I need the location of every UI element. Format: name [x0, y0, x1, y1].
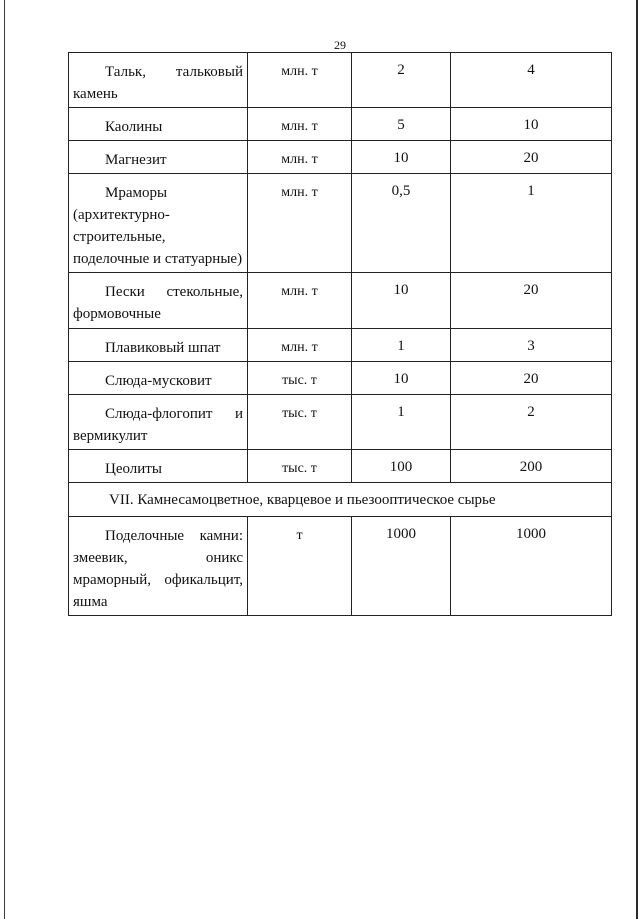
table-row	[69, 174, 612, 273]
row-unit: млн. т	[281, 152, 318, 167]
row-value-2-cell	[451, 53, 612, 108]
table-row	[69, 53, 612, 108]
row-unit: млн. т	[281, 185, 318, 200]
row-unit: млн. т	[281, 64, 318, 79]
row-unit-cell	[248, 450, 352, 483]
row-name-cell	[69, 450, 248, 483]
row-name-cell	[69, 141, 248, 174]
row-unit-cell	[248, 329, 352, 362]
row-value-1-cell	[352, 53, 451, 108]
row-value-2-cell	[451, 395, 612, 450]
row-value-1-cell	[352, 517, 451, 616]
row-value-2-cell	[451, 108, 612, 141]
row-value-2: 2	[527, 404, 535, 420]
row-unit-cell	[248, 174, 352, 273]
row-unit: тыс. т	[282, 461, 317, 476]
row-unit: млн. т	[281, 119, 318, 134]
row-unit: тыс. т	[282, 406, 317, 421]
row-name: Мраморы (архитектурно-строительные, поделочные и статуарные)	[73, 185, 243, 267]
row-value-1-cell	[352, 273, 451, 329]
row-value-2: 10	[523, 117, 539, 133]
row-value-1: 10	[393, 371, 409, 387]
table-row	[69, 273, 612, 329]
row-value-1: 1	[397, 404, 405, 420]
row-value-2: 20	[523, 371, 539, 387]
row-name: Тальк, тальковый камень	[73, 64, 243, 102]
row-value-1: 100	[389, 459, 413, 475]
row-value-2-cell	[451, 450, 612, 483]
table-row	[69, 450, 612, 483]
row-value-1: 0,5	[391, 183, 411, 199]
row-value-1: 1000	[386, 526, 416, 542]
row-value-2: 1	[527, 183, 535, 199]
row-unit-cell	[248, 273, 352, 329]
row-value-2-cell	[451, 329, 612, 362]
row-name-cell	[69, 329, 248, 362]
scan-edge-right	[636, 0, 638, 919]
row-name: Слюда-мусковит	[105, 373, 212, 389]
row-unit: млн. т	[281, 340, 318, 355]
row-name: Цеолиты	[105, 461, 162, 477]
row-value-1: 1	[397, 338, 405, 354]
row-name-cell	[69, 362, 248, 395]
section-heading-cell	[69, 483, 612, 517]
row-value-1-cell	[352, 174, 451, 273]
scan-edge-left	[4, 0, 5, 919]
row-value-2-cell	[451, 362, 612, 395]
row-name: Слюда-флогопит и вермикулит	[73, 406, 243, 444]
table-row	[69, 329, 612, 362]
row-value-2: 3	[527, 338, 535, 354]
row-name-cell	[69, 395, 248, 450]
row-value-2: 1000	[516, 526, 546, 542]
table-row	[69, 362, 612, 395]
row-name: Каолины	[105, 119, 163, 135]
row-name-cell	[69, 174, 248, 273]
page-number: 29	[334, 38, 346, 52]
table-row	[69, 395, 612, 450]
row-value-1: 10	[393, 150, 409, 166]
row-value-1-cell	[352, 450, 451, 483]
row-value-2: 200	[519, 459, 543, 475]
row-value-2: 20	[523, 282, 539, 298]
section-heading: VII. Камнесамоцветное, кварцевое и пьезооптическое сырье	[109, 492, 496, 508]
row-value-2: 20	[523, 150, 539, 166]
section-heading-row	[69, 483, 612, 517]
row-name-cell	[69, 517, 248, 616]
row-value-1: 5	[397, 117, 405, 133]
row-value-2-cell	[451, 273, 612, 329]
resources-table	[68, 52, 612, 616]
table-row	[69, 517, 612, 616]
row-value-2-cell	[451, 174, 612, 273]
row-name-cell	[69, 273, 248, 329]
row-value-1: 10	[393, 282, 409, 298]
row-unit-cell	[248, 53, 352, 108]
table-row	[69, 141, 612, 174]
row-value-1-cell	[352, 141, 451, 174]
row-name: Поделочные камни: змеевик, оникс мраморный, офикальцит, яшма	[73, 528, 243, 610]
row-value-2-cell	[451, 517, 612, 616]
row-value-1-cell	[352, 362, 451, 395]
row-value-1: 2	[397, 62, 405, 78]
row-unit-cell	[248, 108, 352, 141]
row-name-cell	[69, 108, 248, 141]
row-unit-cell	[248, 362, 352, 395]
row-value-1-cell	[352, 395, 451, 450]
row-name: Магнезит	[105, 152, 167, 168]
row-unit: т	[296, 528, 303, 543]
table-row	[69, 108, 612, 141]
row-value-2-cell	[451, 141, 612, 174]
row-value-1-cell	[352, 108, 451, 141]
row-unit: тыс. т	[282, 373, 317, 388]
row-unit-cell	[248, 395, 352, 450]
row-value-1-cell	[352, 329, 451, 362]
row-unit-cell	[248, 517, 352, 616]
row-value-2: 4	[527, 62, 535, 78]
row-name-cell	[69, 53, 248, 108]
row-unit: млн. т	[281, 284, 318, 299]
row-name: Плавиковый шпат	[105, 340, 221, 356]
row-name: Пески стекольные, формовочные	[73, 284, 243, 322]
row-unit-cell	[248, 141, 352, 174]
